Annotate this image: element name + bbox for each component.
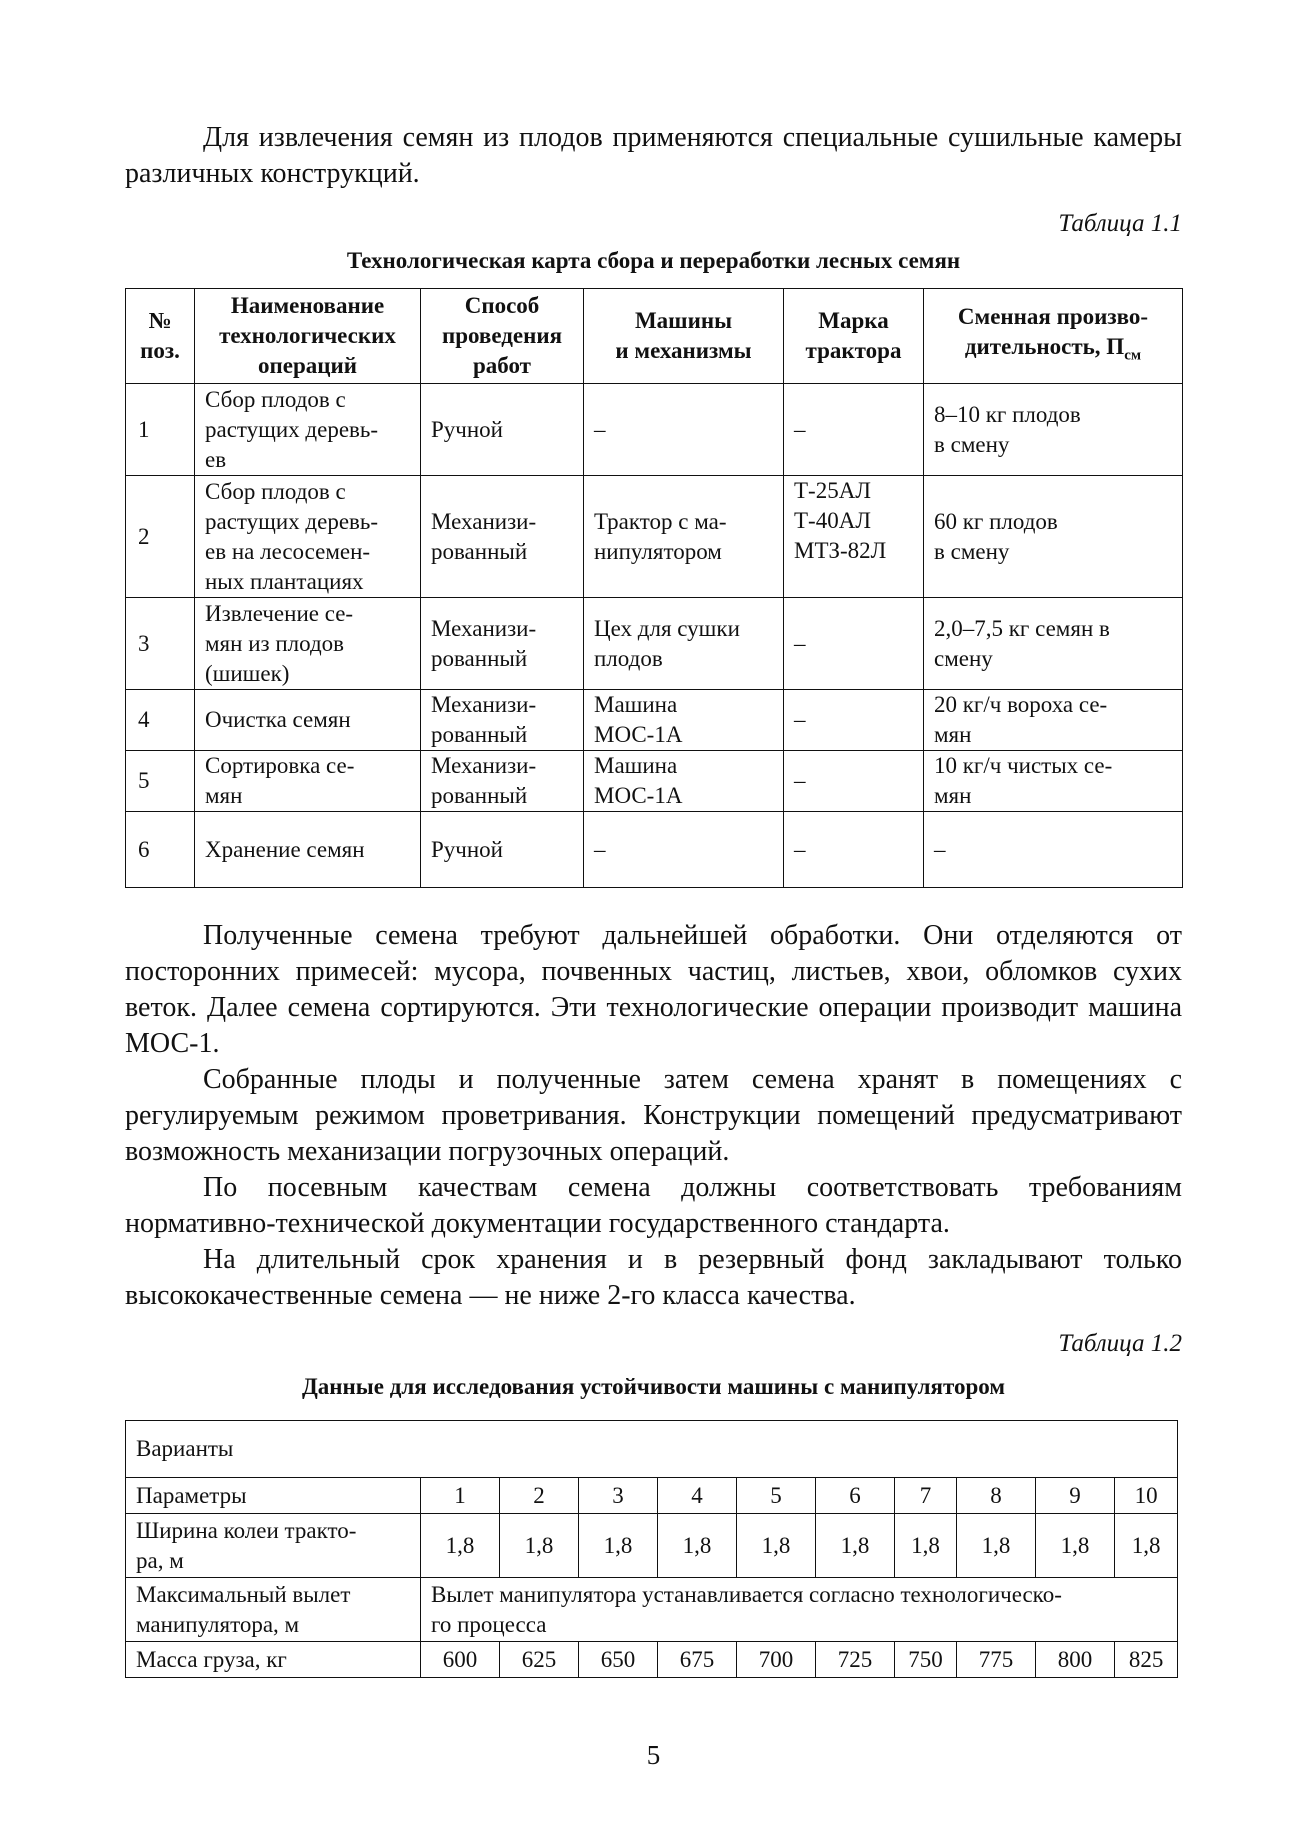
cell-operation: Сбор плодов с растущих деревь- ев (195, 384, 421, 476)
paragraph: На длительный срок хранения и в резервный фонд закладывают только высококачественные семена — не ниже 2-го класса качества. (125, 1244, 1182, 1311)
variant-number: 6 (816, 1478, 895, 1514)
cell-tractor: Т-25АЛ Т-40АЛ МТЗ-82Л (784, 476, 924, 598)
cell-tractor: – (784, 598, 924, 690)
cell-tractor: – (784, 690, 924, 751)
cell-machines: Цех для сушки плодов (584, 598, 784, 690)
mass-value: 650 (579, 1642, 658, 1678)
cell-pos: 3 (126, 598, 195, 690)
cell-method: Механизи- рованный (421, 690, 584, 751)
header-tractor: Марка трактора (784, 289, 924, 384)
table1-title: Технологическая карта сбора и переработки лесных семян (346, 248, 961, 273)
variant-number: 2 (500, 1478, 579, 1514)
body-text (125, 918, 1182, 1314)
variant-number: 5 (737, 1478, 816, 1514)
mass-row (126, 1642, 1178, 1678)
cell-productivity: 8–10 кг плодов в смену (924, 384, 1183, 476)
cell-pos: 2 (126, 476, 195, 598)
cell-tractor: – (784, 751, 924, 812)
cell-machines: Трактор с ма- нипулятором (584, 476, 784, 598)
mass-value: 625 (500, 1642, 579, 1678)
variant-number: 7 (895, 1478, 957, 1514)
cell-pos: 4 (126, 690, 195, 751)
reach-label: Максимальный вылет манипулятора, м (126, 1578, 421, 1642)
cell-method: Ручной (421, 812, 584, 888)
paragraph: Полученные семена требуют дальнейшей обработки. Они отделяются от посторонних примесей: мусора, почвенных частиц, листьев, хвои, обломков сухих веток. Далее семена сортируются. Эти технологические операции производит машина МОС-1. (125, 920, 1182, 1059)
cell-method: Ручной (421, 384, 584, 476)
variant-number: 3 (579, 1478, 658, 1514)
cell-machines: Машина МОС-1А (584, 690, 784, 751)
cell-operation: Извлечение се- мян из плодов (шишек) (195, 598, 421, 690)
track-value: 1,8 (816, 1514, 895, 1578)
table-row (126, 384, 1183, 476)
track-label: Ширина колеи тракто- ра, м (126, 1514, 421, 1578)
stability-table (125, 1420, 1178, 1678)
cell-productivity: 2,0–7,5 кг семян в смену (924, 598, 1183, 690)
cell-tractor: – (784, 812, 924, 888)
mass-value: 600 (421, 1642, 500, 1678)
variant-number: 1 (421, 1478, 500, 1514)
cell-operation: Очистка семян (195, 690, 421, 751)
mass-value: 775 (957, 1642, 1036, 1678)
mass-label: Масса груза, кг (126, 1642, 421, 1678)
table-header-row (126, 289, 1183, 384)
header-machines: Машины и механизмы (584, 289, 784, 384)
variants-label: Варианты (126, 1421, 1178, 1478)
cell-productivity: – (924, 812, 1183, 888)
variant-number: 9 (1036, 1478, 1115, 1514)
reach-note: Вылет манипулятора устанавливается согласно технологическо- го процесса (421, 1578, 1178, 1642)
cell-method: Механизи- рованный (421, 751, 584, 812)
table-row (126, 751, 1183, 812)
cell-machines: – (584, 384, 784, 476)
page-content (125, 120, 1182, 1678)
table2-title: Данные для исследования устойчивости машины с манипулятором (301, 1374, 1006, 1399)
intro-paragraph: Для извлечения семян из плодов применяются специальные сушильные камеры различных конструкций. (125, 122, 1182, 189)
table-row (126, 476, 1183, 598)
track-value: 1,8 (957, 1514, 1036, 1578)
table-row (126, 812, 1183, 888)
variant-number: 10 (1115, 1478, 1178, 1514)
mass-value: 800 (1036, 1642, 1115, 1678)
table-row (126, 598, 1183, 690)
track-value: 1,8 (895, 1514, 957, 1578)
params-label: Параметры (126, 1478, 421, 1514)
cell-pos: 6 (126, 812, 195, 888)
variant-number: 8 (957, 1478, 1036, 1514)
mass-value: 750 (895, 1642, 957, 1678)
track-value: 1,8 (737, 1514, 816, 1578)
header-operation: Наименование технологических операций (195, 289, 421, 384)
paragraph: По посевным качествам семена должны соответствовать требованиям нормативно-технической документации государственного стандарта. (125, 1172, 1182, 1239)
track-row (126, 1514, 1178, 1578)
tech-map-table (125, 288, 1183, 888)
paragraph: Собранные плоды и полученные затем семена хранят в помещениях с регулируемым режимом проветривания. Конструкции помещений предусматривают возможность механизации погрузочных операций. (125, 1064, 1182, 1167)
mass-value: 725 (816, 1642, 895, 1678)
cell-method: Механизи- рованный (421, 598, 584, 690)
params-row (126, 1478, 1178, 1514)
cell-productivity: 60 кг плодов в смену (924, 476, 1183, 598)
mass-value: 700 (737, 1642, 816, 1678)
table1-caption: Таблица 1.1 (1058, 210, 1182, 237)
cell-method: Механизи- рованный (421, 476, 584, 598)
table2-caption: Таблица 1.2 (1058, 1330, 1182, 1357)
cell-operation: Сортировка се- мян (195, 751, 421, 812)
variants-row (126, 1421, 1178, 1478)
track-value: 1,8 (1115, 1514, 1178, 1578)
cell-pos: 5 (126, 751, 195, 812)
cell-operation: Сбор плодов с растущих деревь- ев на лесосемен- ных плантациях (195, 476, 421, 598)
track-value: 1,8 (658, 1514, 737, 1578)
mass-value: 825 (1115, 1642, 1178, 1678)
page-number: 5 (646, 1740, 661, 1770)
mass-value: 675 (658, 1642, 737, 1678)
track-value: 1,8 (579, 1514, 658, 1578)
cell-productivity: 10 кг/ч чистых се- мян (924, 751, 1183, 812)
variant-number: 4 (658, 1478, 737, 1514)
header-productivity: Сменная произво- дительность, $П_{см}$ (924, 289, 1183, 384)
cell-operation: Хранение семян (195, 812, 421, 888)
cell-machines: – (584, 812, 784, 888)
header-method: Способ проведения работ (421, 289, 584, 384)
cell-tractor: – (784, 384, 924, 476)
cell-productivity: 20 кг/ч вороха се- мян (924, 690, 1183, 751)
track-value: 1,8 (500, 1514, 579, 1578)
track-value: 1,8 (1036, 1514, 1115, 1578)
header-pos: № поз. (126, 289, 195, 384)
reach-row (126, 1578, 1178, 1642)
cell-machines: Машина МОС-1А (584, 751, 784, 812)
track-value: 1,8 (421, 1514, 500, 1578)
table-row (126, 690, 1183, 751)
cell-pos: 1 (126, 384, 195, 476)
